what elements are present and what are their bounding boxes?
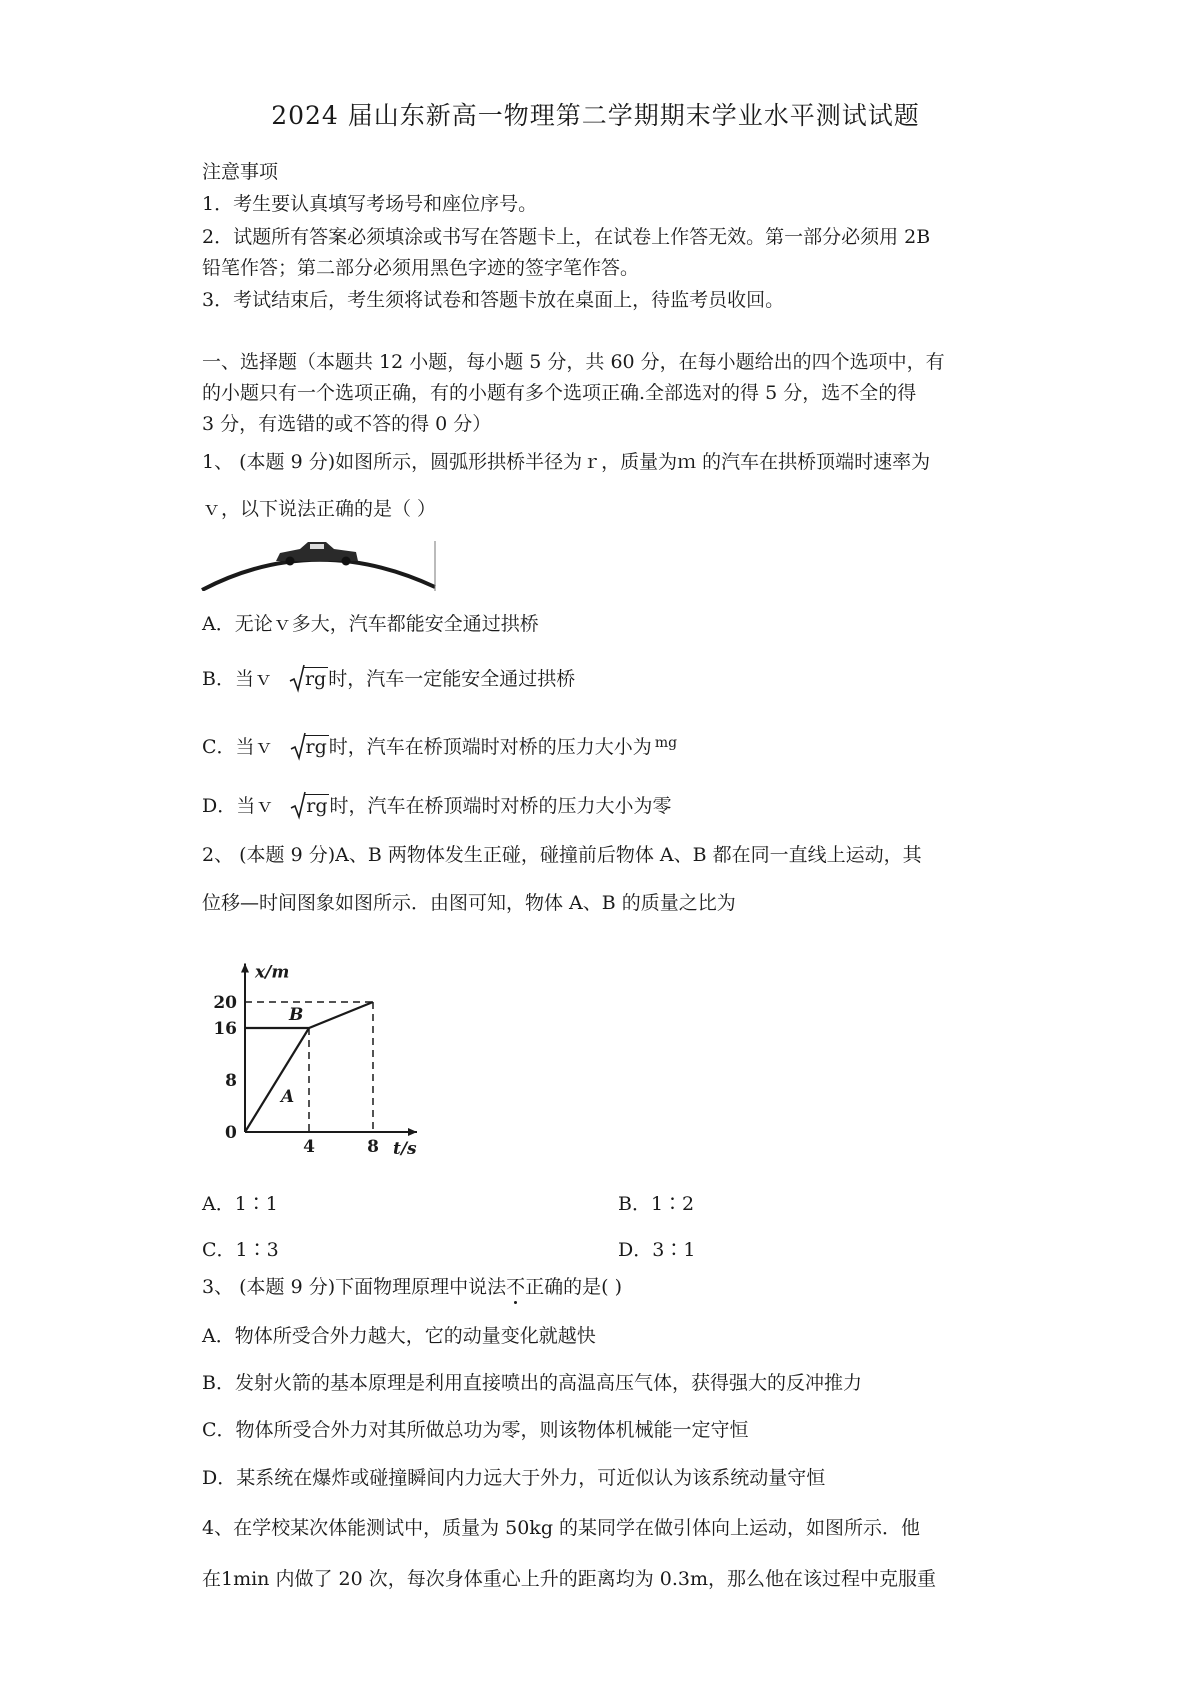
- emphasis-not: 不: [506, 1276, 526, 1298]
- q2-stem-line-2: 位移—时间图象如图所示．由图可知，物体 A、B 的质量之比为: [202, 892, 736, 914]
- mg-label: mg: [654, 735, 678, 751]
- section-intro-line-2: 的小题只有一个选项正确，有的小题有多个选项正确.全部选对的得 5 分，选不全的得: [202, 382, 917, 404]
- notice-item-2-line-2: 铅笔作答；第二部分必须用黑色字迹的签字笔作答。: [202, 257, 640, 279]
- y-axis-arrow: [241, 964, 249, 973]
- q3-stem: 3、 (本题 9 分)下面物理原理中说法不正确的是( ): [202, 1276, 623, 1298]
- q4-stem-line-2: 在1min 内做了 20 次，每次身体重心上升的距离均为 0.3m，那么他在该过程中克服重: [202, 1568, 936, 1590]
- notice-item-3: 3．考试结束后，考生须将试卷和答题卡放在桌面上，待监考员收回。: [202, 289, 785, 311]
- origin-tick-label: 0: [225, 1123, 237, 1143]
- x-tick-label: 4: [303, 1137, 315, 1157]
- sqrt-rg: rg: [290, 735, 329, 759]
- series-line-b: [245, 1002, 373, 1028]
- q2-option-b: B．1∶2: [618, 1193, 695, 1215]
- y-tick-label: 8: [225, 1071, 237, 1091]
- section-intro-line-1: 一、选择题（本题共 12 小题，每小题 5 分，共 60 分，在每小题给出的四个选项中，有: [202, 351, 945, 373]
- x-axis-arrow: [408, 1128, 417, 1136]
- position-time-chart: [195, 932, 445, 1162]
- q2-option-d: D．3∶1: [618, 1239, 696, 1261]
- section-intro-line-3: 3 分，有选错的或不答的得 0 分）: [202, 413, 492, 435]
- q1-option-d: D．当ｖ rg 时，汽车在桥顶端时对桥的压力大小为零: [202, 794, 672, 818]
- q3-option-a: A．物体所受合外力越大，它的动量变化就越快: [202, 1325, 596, 1347]
- q3-option-b: B．发射火箭的基本原理是利用直接喷出的高温高压气体，获得强大的反冲推力: [202, 1372, 862, 1394]
- y-tick-label: 20: [213, 993, 237, 1013]
- q1-stem-line-2: ｖ，以下说法正确的是（ ）: [202, 498, 437, 520]
- x-tick-label: 8: [367, 1137, 379, 1157]
- q3-option-d: D．某系统在爆炸或碰撞瞬间内力远大于外力，可近似认为该系统动量守恒: [202, 1467, 826, 1489]
- y-tick-label: 16: [213, 1019, 237, 1039]
- q2-option-c: C．1∶3: [202, 1239, 279, 1261]
- series-line-a: [245, 1028, 309, 1132]
- q1-option-c: C．当ｖ rg 时，汽车在桥顶端时对桥的压力大小为 $^{mg}$: [202, 735, 678, 758]
- x-axis-label: t/s: [393, 1139, 417, 1159]
- q3-option-c: C．物体所受合外力对其所做总功为零，则该物体机械能一定守恒: [202, 1419, 749, 1441]
- car-icon: [276, 542, 358, 566]
- q2-stem-line-1: 2、 (本题 9 分)A、B 两物体发生正碰，碰撞前后物体 A、B 都在同一直线上运动，其: [202, 844, 922, 866]
- sqrt-rg: rg: [289, 667, 328, 691]
- q1-option-b: B．当ｖ rg 时，汽车一定能安全通过拱桥: [202, 667, 575, 691]
- notice-item-2-line-1: 2．试题所有答案必须填涂或书写在答题卡上，在试卷上作答无效。第一部分必须用 2B: [202, 226, 931, 248]
- notice-heading: 注意事项: [202, 161, 279, 183]
- q1-option-a: A．无论ｖ多大，汽车都能安全通过拱桥: [202, 613, 539, 635]
- q4-stem-line-1: 4、在学校某次体能测试中，质量为 50kg 的某同学在做引体向上运动，如图所示．他: [202, 1517, 921, 1539]
- notice-item-1: 1．考生要认真填写考场号和座位序号。: [202, 193, 538, 215]
- q1-stem-line-1: 1、 (本题 9 分)如图所示，圆弧形拱桥半径为ｒ，质量为ｍ 的汽车在拱桥顶端时速率为: [202, 451, 931, 473]
- series-label-b: B: [289, 1005, 304, 1025]
- page-title: 2024 届山东新高一物理第二学期期末学业水平测试试题: [271, 101, 920, 130]
- sqrt-rg: rg: [290, 794, 329, 818]
- y-axis-label: x/m: [255, 962, 290, 983]
- series-label-a: A: [281, 1087, 295, 1107]
- arch-bridge-figure: [200, 535, 440, 591]
- q2-option-a: A．1∶1: [202, 1193, 278, 1215]
